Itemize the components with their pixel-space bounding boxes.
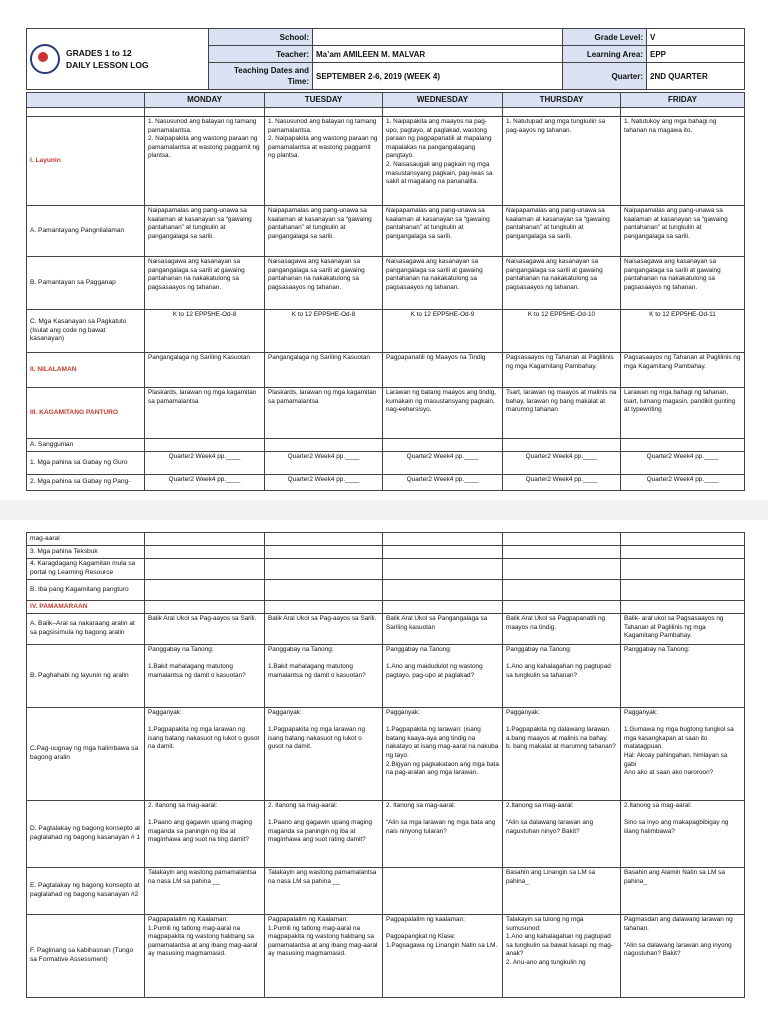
day-cell: Naipapamalas ang pang-unawa sa kaalaman at kasanayan sa “gawaing pantahanan” at tungkulin at pangangalaga sa sarili. bbox=[145, 206, 265, 257]
day-cell: Pangangalaga ng Sariling Kasuotan bbox=[145, 353, 265, 388]
day-cell: Pagsasaayos ng Tahanan at Paglilinis ng mga Kagamitang Pambahay. bbox=[621, 353, 745, 388]
day-cell bbox=[383, 601, 503, 614]
day-cell: Pagpapalalim ng Kaalaman: 1.Pumili ng tatlong mag-aaral na magpapakita ng wastong hakbang sa pamamalantsa at ang ibang mag-aaral ay masusing magmamasid. bbox=[145, 915, 265, 998]
spacer-cell bbox=[265, 108, 383, 117]
table-row bbox=[27, 310, 745, 353]
day-cell: Quarter2 Week4 pp.____ bbox=[621, 475, 745, 491]
row-label: D. Pagtalakay ng bagong konsepto at paglalahad ng bagong kasanayan # 1 bbox=[27, 801, 145, 868]
day-cell: Naisasagawa ang kasanayan sa pangangalaga sa sarili at gawaing pantahanan na nakakatulong sa pagsasaayos ng tahanan. bbox=[503, 257, 621, 310]
day-cell: 1. Naipapakita ang maayos na pag-upo, pagtayo, at paglakad, wastong paraan ng pagpapanatili at mapalang mapalakas na pangangalagang pangtayo. 2. Naisasaugali ang pagkain ng mga masustansyang pagkain, pag-iwas sa sakit at magalang na pananalita. bbox=[383, 117, 503, 206]
page-1 bbox=[0, 0, 768, 500]
day-cell: Quarter2 Week4 pp.____ bbox=[145, 452, 265, 475]
day-cell: Panggabay na Tanong: 1.Ano ang maidudulot ng wastong pagtayo, pag-upo at paglakad? bbox=[383, 645, 503, 708]
day-header: WEDNESDAY bbox=[383, 93, 503, 108]
day-cell: Balik Aral Ukol sa Pag-aayos sa Sarili. bbox=[145, 614, 265, 645]
row-label: III. KAGAMITANG PANTURO bbox=[27, 388, 145, 439]
day-header: FRIDAY bbox=[621, 93, 745, 108]
table-row bbox=[27, 708, 745, 801]
day-cell: Balik Aral Ukol sa Pag-aayos sa Sarili. bbox=[265, 614, 383, 645]
deped-seal-icon bbox=[30, 44, 60, 74]
day-cell: Panggabay na Tanong: 1.Bakit mahalagang matutong mamalantsa ng damit o kasuotan? bbox=[145, 645, 265, 708]
table-row bbox=[27, 353, 745, 388]
day-cell: K to 12 EPP5HE-Od-8 bbox=[265, 310, 383, 353]
row-label: F. Paglinang sa kabihasnan (Tungo sa Formative Assessment) bbox=[27, 915, 145, 998]
grade-label: Grade Level: bbox=[563, 29, 647, 46]
day-cell: Pagganyak: 1.Pagpapakita ng mga larawan ng isang batang nakasuot ng lukot o gusot na damit. bbox=[145, 708, 265, 801]
row-label: I. Layunin bbox=[27, 117, 145, 206]
day-cell: Quarter2 Week4 pp.____ bbox=[621, 452, 745, 475]
teacher-label: Teacher: bbox=[209, 46, 313, 63]
day-cell: Balik Aral Ukol sa Pangangalaga sa Sariling kasuotan bbox=[383, 614, 503, 645]
quarter-label: Quarter: bbox=[563, 63, 647, 90]
spacer-cell bbox=[145, 108, 265, 117]
table-row bbox=[27, 452, 745, 475]
row-label: A. Sanggunian bbox=[27, 439, 145, 452]
day-cell bbox=[621, 533, 745, 546]
day-cell bbox=[265, 533, 383, 546]
day-cell: Naipapamalas ang pang-unawa sa kaalaman at kasanayan sa “gawaing pantahanan” at tungkulin at pangangalaga sa sarili. bbox=[621, 206, 745, 257]
day-cell: Quarter2 Week4 pp.____ bbox=[265, 452, 383, 475]
table-row bbox=[27, 257, 745, 310]
day-cell: Pagmasdan ang dalawang larawan ng tahanan. “Alin sa dalawang larawan ang inyong nagustuhan? Bakit? bbox=[621, 915, 745, 998]
day-cell: Quarter2 Week4 pp.____ bbox=[265, 475, 383, 491]
day-header: TUESDAY bbox=[265, 93, 383, 108]
day-cell: K to 12 EPP5HE-Od-8 bbox=[145, 310, 265, 353]
day-header: MONDAY bbox=[145, 93, 265, 108]
teacher-value: Ma’am AMILEEN M. MALVAR bbox=[313, 46, 563, 63]
logo-line-1: GRADES 1 to 12 bbox=[66, 48, 132, 58]
day-cell bbox=[265, 439, 383, 452]
day-cell bbox=[265, 601, 383, 614]
day-cell: Talakayin sa tulong ng mga sumusunod: 1.Ano ang kahalagahan ng pagtupad sa tungkulin sa bawat kasapi ng mag-anak? 2. Anu-ano ang tungkulin ng bbox=[503, 915, 621, 998]
row-label: E. Pagtalakay ng bagong konsepto at paglalahad ng bagong kasanayan #2 bbox=[27, 868, 145, 915]
day-cell: Quarter2 Week4 pp.____ bbox=[145, 475, 265, 491]
day-cell: Tsart, larawan ng maayos at malinis na bahay, larawan ng bang makalat at marumng tahanan bbox=[503, 388, 621, 439]
table-row bbox=[27, 614, 745, 645]
day-cell: Quarter2 Week4 pp.____ bbox=[503, 452, 621, 475]
day-cell: 1. Nasusunod ang batayan ng tamang pamamalantsa. 2. Naipapakita ang wastong paraan ng pamamalantsa at wastong paggamit ng plantsa. bbox=[145, 117, 265, 206]
day-cell: Pagpapalalim ng kaalaman: Pagpapangkat ng Klase: 1.Pagsagawa ng Linangin Natin sa LM. bbox=[383, 915, 503, 998]
day-cell bbox=[265, 580, 383, 601]
table-row bbox=[27, 559, 745, 580]
table-row bbox=[27, 117, 745, 206]
day-cell bbox=[145, 559, 265, 580]
day-cell bbox=[145, 601, 265, 614]
day-cell: 1. Natutukoy ang mga bahagi ng tahanan na magawa ito. bbox=[621, 117, 745, 206]
row-label: mag-aaral bbox=[27, 533, 145, 546]
page-2 bbox=[0, 520, 768, 1024]
logo-line-2: DAILY LESSON LOG bbox=[66, 60, 149, 70]
day-header-row bbox=[27, 93, 745, 108]
day-cell: 1. Nasusunod ang batayan ng tamang pamamalantsa. 2. Naipapakita ang wastong paraan ng pamamalantsa at wastong paggamit ng plantsa. bbox=[265, 117, 383, 206]
dates-label: Teaching Dates and Time: bbox=[209, 63, 313, 90]
spacer-cell bbox=[383, 108, 503, 117]
row-label: A. Pamantayang Pangnilalaman bbox=[27, 206, 145, 257]
day-cell bbox=[383, 559, 503, 580]
day-cell: 2. Itanong sa mag-aaral: 1.Paano ang gagawin upang maging maganda sa paningin ng iba at maginhawa ang suot na ting damit? bbox=[145, 801, 265, 868]
table-row bbox=[27, 601, 745, 614]
row-label: 3. Mga pahina Teksbuk bbox=[27, 546, 145, 559]
row-label: C. Mga Kasanayan sa Pagkatuto (Isulat ang code ng bawat kasanayan) bbox=[27, 310, 145, 353]
day-cell bbox=[265, 546, 383, 559]
day-cell: Pagganyak: 1.Pagpapakita ng dalawang larawan. a.bang maayos at malinis na bahay. b. bang makalat at marumng tahanan? bbox=[503, 708, 621, 801]
day-cell bbox=[383, 533, 503, 546]
day-cell bbox=[383, 546, 503, 559]
row-label: II. NILALAMAN bbox=[27, 353, 145, 388]
table-row bbox=[27, 915, 745, 998]
row-label: 4. Karagdagang Kagamitan mula sa portal ng Learning Resource bbox=[27, 559, 145, 580]
quarter-value: 2ND QUARTER bbox=[647, 63, 745, 90]
table-row bbox=[27, 475, 745, 491]
day-cell: Panggabay na Tanong: 1.Bakit mahalagang matutong mamalantsa ng damit o kasuotan? bbox=[265, 645, 383, 708]
day-cell bbox=[145, 533, 265, 546]
day-cell: Panggabay na Tanong: bbox=[621, 645, 745, 708]
day-cell bbox=[503, 559, 621, 580]
day-cell: 2.Itanong sa mag-aaral: “Alin sa dalawang larawan ang nagustuhan ninyo? Bakit? bbox=[503, 801, 621, 868]
area-value: EPP bbox=[647, 46, 745, 63]
day-cell: 2.Itanong sa mag-aaral: Sino sa inyo ang makapagbibigay ng iilang halimbawa? bbox=[621, 801, 745, 868]
day-cell bbox=[621, 601, 745, 614]
day-cell: Naisasagawa ang kasanayan sa pangangalaga sa sarili at gawaing pantahanan na nakakatulong sa pagsasaayos ng tahanan. bbox=[265, 257, 383, 310]
row-label: C.Pag-uugnay ng mga halimbawa sa bagong aralin bbox=[27, 708, 145, 801]
day-header-blank bbox=[27, 93, 145, 108]
day-cell bbox=[503, 601, 621, 614]
table-row bbox=[27, 868, 745, 915]
day-cell: Talakayin ang wastong pamamalantsa na nasa LM sa pahina __ bbox=[265, 868, 383, 915]
table-row bbox=[27, 801, 745, 868]
day-cell bbox=[383, 868, 503, 915]
logo-block bbox=[27, 29, 209, 90]
day-cell bbox=[503, 546, 621, 559]
table-row bbox=[27, 388, 745, 439]
table-row bbox=[27, 533, 745, 546]
day-cell: Pagsasaayos ng Tahanan at Paglilinis ng mga Kagamitang Pambahay. bbox=[503, 353, 621, 388]
day-cell: Panggabay na Tanong: 1.Ano ang kahalagahan ng pagtupad sa tungkulin sa tahanan? bbox=[503, 645, 621, 708]
day-cell bbox=[265, 559, 383, 580]
day-cell: Naisasagawa ang kasanayan sa pangangalaga sa sarili at gawaing pantahanan na nakakatulong sa pagsasaayos ng tahanan. bbox=[145, 257, 265, 310]
day-cell: Naisasagawa ang kasanayan sa pangangalaga sa sarili at gawaing pantahanan na nakakatulong sa pagsasaayos ng tahanan. bbox=[621, 257, 745, 310]
table-row bbox=[27, 580, 745, 601]
spacer-cell bbox=[503, 108, 621, 117]
table-row bbox=[27, 439, 745, 452]
day-cell: K to 12 EPP5HE-Od-10 bbox=[503, 310, 621, 353]
day-cell: 2. Itanong sa mag-aaral: “Alin sa mga larawan ng mga bata ang nais ninyong tularan? bbox=[383, 801, 503, 868]
day-cell: Quarter2 Week4 pp.____ bbox=[383, 452, 503, 475]
table-row bbox=[27, 206, 745, 257]
row-label: 1. Mga pahina sa Gabay ng Guro bbox=[27, 452, 145, 475]
spacer-cell bbox=[621, 108, 745, 117]
spacer-cell bbox=[27, 108, 145, 117]
day-cell: Basahin ang Linangin sa LM sa pahina_ bbox=[503, 868, 621, 915]
day-cell: Naipapamalas ang pang-unawa sa kaalaman at kasanayan sa “gawaing pantahanan” at tungkulin at pangangalaga sa sarili. bbox=[265, 206, 383, 257]
day-cell: K to 12 EPP5HE-Od-11 bbox=[621, 310, 745, 353]
school-value bbox=[313, 29, 563, 46]
day-cell: Pangangalaga ng Sariling Kasuotan bbox=[265, 353, 383, 388]
day-cell bbox=[503, 533, 621, 546]
grade-value: V bbox=[647, 29, 745, 46]
day-cell: 1. Natutupad ang mga tungkulin sa pag-aayos ng tahanan. bbox=[503, 117, 621, 206]
day-cell: Pagpapalalim ng Kaalaman: 1.Pumili ng tatlong mag-aaral na magpapakita ng wastong hakbang sa pamamalantsa at ang ibang mag-aaral ay masusing magmamasid. bbox=[265, 915, 383, 998]
day-cell bbox=[503, 580, 621, 601]
day-cell bbox=[145, 546, 265, 559]
day-cell: Pagganyak: 1.Pagpapakita ng larawan: (isang batang kaaya-aya ang tindig na nakatayo at isang mag-aaral na nakuba ng tayo. 2.Bigyan ng pagkakataon ang mga bata na pag-aralan ang mga larawan. bbox=[383, 708, 503, 801]
area-label: Learning Area: bbox=[563, 46, 647, 63]
day-cell: K to 12 EPP5HE-Od-9 bbox=[383, 310, 503, 353]
row-label: B. Pamantayan sa Pagganap bbox=[27, 257, 145, 310]
spacer-row bbox=[27, 108, 745, 117]
day-cell: Balik- aral ukol sa Pagsasaayos ng Tahanan at Paglilinis ng mga Kagamitang Pambahay. bbox=[621, 614, 745, 645]
day-cell bbox=[145, 580, 265, 601]
day-cell: Plaskards, larawan ng mga kagamitan sa pamamalantsa bbox=[265, 388, 383, 439]
day-cell bbox=[621, 546, 745, 559]
table-row bbox=[27, 645, 745, 708]
row-label: A. Balik–Aral sa nakaraang aralin at sa pagsisimula ng bagong aralin bbox=[27, 614, 145, 645]
day-cell bbox=[621, 439, 745, 452]
day-cell: Pagganyak: 1.Gumawa ng mga bugtong tungkol sa mga kasangkapan at saan ito matatagpuan. Hal: Akoay pahingahan, himlayan sa gabi Ano ako at saan ako naroroon? bbox=[621, 708, 745, 801]
row-label: B. Paghahabi ng layunin ng aralin bbox=[27, 645, 145, 708]
day-cell bbox=[503, 439, 621, 452]
day-cell: Naipapamalas ang pang-unawa sa kaalaman at kasanayan sa “gawaing pantahanan” at tungkulin at pangangalaga sa sarili. bbox=[503, 206, 621, 257]
day-cell: Talakayin ang wastong pamamalantsa na nasa LM sa pahina __ bbox=[145, 868, 265, 915]
day-cell: Naipapamalas ang pang-unawa sa kaalaman at kasanayan sa “gawaing pantahanan” at tungkulin at pangangalaga sa sarili. bbox=[383, 206, 503, 257]
day-cell: Pagpapanatili ng Maayos na Tindig bbox=[383, 353, 503, 388]
lesson-table-page-2 bbox=[26, 532, 745, 998]
school-label: School: bbox=[209, 29, 313, 46]
row-label: B. Iba pang Kagamitang pangturo bbox=[27, 580, 145, 601]
day-cell bbox=[383, 439, 503, 452]
day-cell: Plaskards, larawan ng mga kagamitan sa pamamalantsa bbox=[145, 388, 265, 439]
day-cell: 2. Itanong sa mag-aaral: 1.Paano ang gagawin upang maging maganda sa paningin ng iba at maginhawa ang suot rating damit? bbox=[265, 801, 383, 868]
lesson-table-page-1 bbox=[26, 92, 745, 491]
row-label: IV. PAMAMARAAN bbox=[27, 601, 145, 614]
day-cell: Quarter2 Week4 pp.____ bbox=[503, 475, 621, 491]
day-cell bbox=[621, 559, 745, 580]
day-cell: Larawan ng batang maayos ang tindig, kumakain ng masustansyang pagkain, nag-eehersisyo. bbox=[383, 388, 503, 439]
day-cell bbox=[621, 580, 745, 601]
day-cell: Basahin ang Alamin Natin sa LM sa pahina_ bbox=[621, 868, 745, 915]
day-cell: Balik Aral Ukol sa Pagpapanatili ng maayos na tindig. bbox=[503, 614, 621, 645]
day-cell: Naisasagawa ang kasanayan sa pangangalaga sa sarili at gawaing pantahanan na nakakatulong sa pagsasaayos ng tahanan. bbox=[383, 257, 503, 310]
header-table bbox=[26, 28, 745, 90]
dates-value: SEPTEMBER 2-6, 2019 (WEEK 4) bbox=[313, 63, 563, 90]
day-cell bbox=[383, 580, 503, 601]
table-row bbox=[27, 546, 745, 559]
day-cell bbox=[145, 439, 265, 452]
day-cell: Pagganyak: 1.Pagpapakita ng mga larawan ng isang batang nakasuot ng lukot o gusot na damit. bbox=[265, 708, 383, 801]
day-cell: Larawan ng mga bahagi ng tahanan, tsart, lumang magasin, pandikit gunting at typewriting bbox=[621, 388, 745, 439]
row-label: 2. Mga pahina sa Gabay ng Pang- bbox=[27, 475, 145, 491]
page-gap bbox=[0, 500, 768, 520]
day-header: THURSDAY bbox=[503, 93, 621, 108]
day-cell: Quarter2 Week4 pp.____ bbox=[383, 475, 503, 491]
